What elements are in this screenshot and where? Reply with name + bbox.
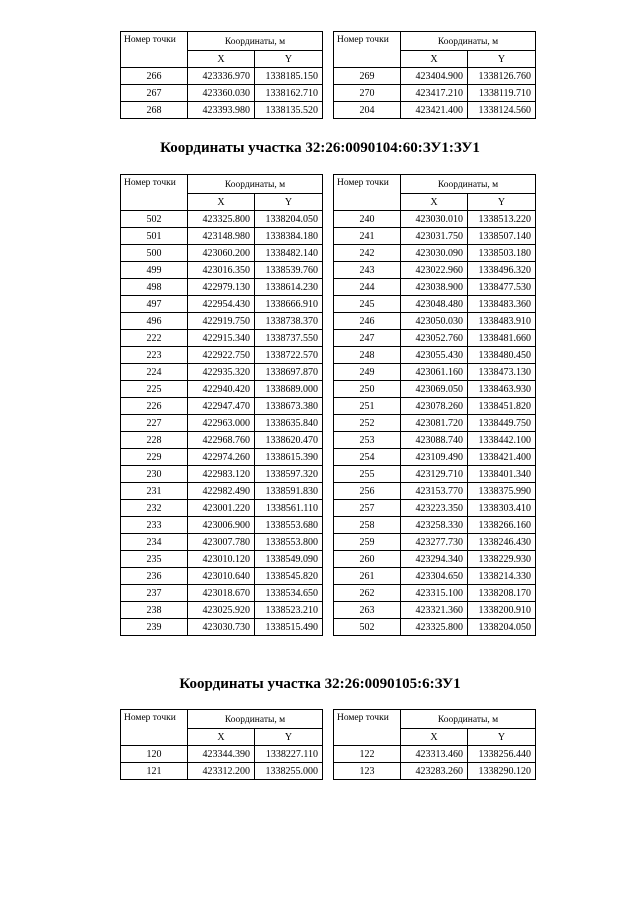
table-row: [333, 262, 535, 279]
table-row: [333, 381, 535, 398]
x-coordinate-cell: 423010.640: [188, 568, 255, 585]
y-coordinate-cell: 1338473.130: [467, 364, 535, 381]
x-coordinate-cell: 422979.130: [188, 279, 255, 296]
point-number-cell: 248: [333, 347, 400, 364]
y-coordinate-cell: 1338496.320: [467, 262, 535, 279]
table-row: [333, 313, 535, 330]
point-number-cell: 240: [333, 211, 400, 228]
point-number-cell: 255: [333, 466, 400, 483]
point-number-cell: 241: [333, 228, 400, 245]
table-row: [121, 381, 323, 398]
x-coordinate-cell: 422954.430: [188, 296, 255, 313]
y-coordinate-cell: 1338204.050: [255, 211, 323, 228]
y-coordinate-cell: 1338597.320: [255, 466, 323, 483]
x-coordinate-cell: 423052.760: [400, 330, 467, 347]
point-number-cell: 122: [333, 746, 400, 763]
point-number-cell: 222: [121, 330, 188, 347]
table-row: [333, 364, 535, 381]
point-number-cell: 254: [333, 449, 400, 466]
x-coordinate-cell: 423294.340: [400, 551, 467, 568]
table-row: [121, 619, 323, 636]
x-coordinate-cell: 423022.960: [400, 262, 467, 279]
y-header: Y: [255, 729, 323, 746]
x-coordinate-cell: 422947.470: [188, 398, 255, 415]
point-number-cell: 499: [121, 262, 188, 279]
table-row: [333, 245, 535, 262]
point-number-cell: 496: [121, 313, 188, 330]
point-number-cell: 257: [333, 500, 400, 517]
table-pair: [120, 709, 536, 780]
y-coordinate-cell: 1338549.090: [255, 551, 323, 568]
x-coordinate-cell: 423030.090: [400, 245, 467, 262]
x-coordinate-cell: 422935.320: [188, 364, 255, 381]
header-row: [333, 32, 535, 51]
point-number-cell: 120: [121, 746, 188, 763]
coords-table-left: [120, 174, 323, 636]
table-row: [121, 466, 323, 483]
x-coordinate-cell: 423393.980: [188, 102, 255, 119]
table-row: [121, 483, 323, 500]
y-coordinate-cell: 1338204.050: [467, 619, 535, 636]
x-coordinate-cell: 423016.350: [188, 262, 255, 279]
point-number-cell: 204: [333, 102, 400, 119]
y-header: Y: [255, 194, 323, 211]
x-coordinate-cell: 423088.740: [400, 432, 467, 449]
header-row: [333, 710, 535, 729]
coordinates-header: Координаты, м: [400, 710, 535, 729]
x-coordinate-cell: 422940.420: [188, 381, 255, 398]
coordinates-header: Координаты, м: [400, 32, 535, 51]
point-number-cell: 225: [121, 381, 188, 398]
x-header: X: [188, 729, 255, 746]
table-row: [121, 585, 323, 602]
y-coordinate-cell: 1338451.820: [467, 398, 535, 415]
table-row: [121, 102, 323, 119]
y-coordinate-cell: 1338246.430: [467, 534, 535, 551]
y-coordinate-cell: 1338483.360: [467, 296, 535, 313]
x-coordinate-cell: 423055.430: [400, 347, 467, 364]
coords-table-left: [120, 709, 323, 780]
x-coordinate-cell: 423312.200: [188, 763, 255, 780]
x-coordinate-cell: 423283.260: [400, 763, 467, 780]
y-coordinate-cell: 1338482.140: [255, 245, 323, 262]
table-row: [333, 517, 535, 534]
point-number-header: Номер точки: [121, 32, 188, 68]
table-row: [121, 534, 323, 551]
x-coordinate-cell: 423001.220: [188, 500, 255, 517]
y-coordinate-cell: 1338162.710: [255, 85, 323, 102]
y-coordinate-cell: 1338561.110: [255, 500, 323, 517]
table-row: [121, 398, 323, 415]
point-number-cell: 502: [333, 619, 400, 636]
point-number-cell: 501: [121, 228, 188, 245]
table-row: [333, 211, 535, 228]
y-coordinate-cell: 1338507.140: [467, 228, 535, 245]
x-header: X: [188, 194, 255, 211]
x-coordinate-cell: 422963.000: [188, 415, 255, 432]
y-coordinate-cell: 1338214.330: [467, 568, 535, 585]
table-row: [333, 415, 535, 432]
x-coordinate-cell: 422919.750: [188, 313, 255, 330]
table-row: [121, 330, 323, 347]
x-header: X: [400, 194, 467, 211]
y-coordinate-cell: 1338553.800: [255, 534, 323, 551]
point-number-header: Номер точки: [333, 175, 400, 211]
table-row: [121, 551, 323, 568]
y-coordinate-cell: 1338591.830: [255, 483, 323, 500]
x-coordinate-cell: 423031.750: [400, 228, 467, 245]
y-coordinate-cell: 1338124.560: [467, 102, 535, 119]
x-coordinate-cell: 423336.970: [188, 68, 255, 85]
point-number-cell: 258: [333, 517, 400, 534]
x-coordinate-cell: 423148.980: [188, 228, 255, 245]
table-row: [333, 85, 535, 102]
y-coordinate-cell: 1338737.550: [255, 330, 323, 347]
point-number-cell: 498: [121, 279, 188, 296]
x-coordinate-cell: 422974.260: [188, 449, 255, 466]
y-coordinate-cell: 1338208.170: [467, 585, 535, 602]
point-number-header: Номер точки: [333, 32, 400, 68]
point-number-cell: 268: [121, 102, 188, 119]
table-row: [333, 534, 535, 551]
x-coordinate-cell: 423038.900: [400, 279, 467, 296]
coordinates-header: Координаты, м: [188, 32, 323, 51]
point-number-header: Номер точки: [121, 710, 188, 746]
y-coordinate-cell: 1338375.990: [467, 483, 535, 500]
table-row: [121, 500, 323, 517]
y-coordinate-cell: 1338229.930: [467, 551, 535, 568]
table-row: [121, 415, 323, 432]
y-coordinate-cell: 1338256.440: [467, 746, 535, 763]
point-number-cell: 502: [121, 211, 188, 228]
x-coordinate-cell: 423277.730: [400, 534, 467, 551]
x-header: X: [188, 51, 255, 68]
header-row: [121, 32, 323, 51]
table-pair: [120, 31, 536, 119]
point-number-cell: 259: [333, 534, 400, 551]
table-row: [121, 432, 323, 449]
x-coordinate-cell: 423010.120: [188, 551, 255, 568]
y-header: Y: [467, 729, 535, 746]
table-row: [333, 483, 535, 500]
table-row: [333, 500, 535, 517]
table-row: [121, 347, 323, 364]
point-number-cell: 263: [333, 602, 400, 619]
coords-table-right: [333, 174, 536, 636]
y-coordinate-cell: 1338135.520: [255, 102, 323, 119]
point-number-cell: 227: [121, 415, 188, 432]
point-number-cell: 256: [333, 483, 400, 500]
y-coordinate-cell: 1338539.760: [255, 262, 323, 279]
y-coordinate-cell: 1338481.660: [467, 330, 535, 347]
table-row: [333, 763, 535, 780]
x-coordinate-cell: 423325.800: [188, 211, 255, 228]
point-number-cell: 261: [333, 568, 400, 585]
point-number-cell: 251: [333, 398, 400, 415]
point-number-cell: 236: [121, 568, 188, 585]
point-number-cell: 230: [121, 466, 188, 483]
y-coordinate-cell: 1338515.490: [255, 619, 323, 636]
y-coordinate-cell: 1338673.380: [255, 398, 323, 415]
y-coordinate-cell: 1338689.000: [255, 381, 323, 398]
table-row: [333, 330, 535, 347]
x-coordinate-cell: 423344.390: [188, 746, 255, 763]
point-number-cell: 233: [121, 517, 188, 534]
table-row: [333, 296, 535, 313]
point-number-cell: 237: [121, 585, 188, 602]
table-row: [333, 746, 535, 763]
x-coordinate-cell: 423404.900: [400, 68, 467, 85]
table-pair: [120, 174, 536, 636]
table-row: [121, 364, 323, 381]
point-number-cell: 243: [333, 262, 400, 279]
x-coordinate-cell: 423030.730: [188, 619, 255, 636]
point-number-cell: 252: [333, 415, 400, 432]
x-coordinate-cell: 423313.460: [400, 746, 467, 763]
point-number-cell: 223: [121, 347, 188, 364]
table-row: [333, 68, 535, 85]
x-coordinate-cell: 423048.480: [400, 296, 467, 313]
table-row: [333, 102, 535, 119]
table-row: [333, 585, 535, 602]
table-row: [333, 228, 535, 245]
y-coordinate-cell: 1338635.840: [255, 415, 323, 432]
y-coordinate-cell: 1338523.210: [255, 602, 323, 619]
x-coordinate-cell: 422982.490: [188, 483, 255, 500]
y-coordinate-cell: 1338615.390: [255, 449, 323, 466]
y-coordinate-cell: 1338534.650: [255, 585, 323, 602]
x-coordinate-cell: 423060.200: [188, 245, 255, 262]
x-coordinate-cell: 422922.750: [188, 347, 255, 364]
y-coordinate-cell: 1338553.680: [255, 517, 323, 534]
x-header: X: [400, 51, 467, 68]
coordinates-header: Координаты, м: [188, 175, 323, 194]
header-row: [121, 175, 323, 194]
point-number-cell: 260: [333, 551, 400, 568]
y-coordinate-cell: 1338185.150: [255, 68, 323, 85]
x-coordinate-cell: 423078.260: [400, 398, 467, 415]
point-number-header: Номер точки: [333, 710, 400, 746]
coords-table-right: [333, 31, 536, 119]
x-coordinate-cell: 423018.670: [188, 585, 255, 602]
table-row: [333, 466, 535, 483]
table-row: [121, 763, 323, 780]
coords-table-left: [120, 31, 323, 119]
table-row: [121, 602, 323, 619]
y-coordinate-cell: 1338126.760: [467, 68, 535, 85]
y-coordinate-cell: 1338503.180: [467, 245, 535, 262]
y-coordinate-cell: 1338303.410: [467, 500, 535, 517]
y-coordinate-cell: 1338545.820: [255, 568, 323, 585]
table-row: [121, 68, 323, 85]
y-coordinate-cell: 1338614.230: [255, 279, 323, 296]
x-coordinate-cell: 423050.030: [400, 313, 467, 330]
x-coordinate-cell: 423304.650: [400, 568, 467, 585]
table-row: [333, 279, 535, 296]
table-row: [121, 262, 323, 279]
x-coordinate-cell: 423069.050: [400, 381, 467, 398]
section-3-title: Координаты участка 32:26:0090105:6:ЗУ1: [179, 676, 461, 692]
y-coordinate-cell: 1338442.100: [467, 432, 535, 449]
x-coordinate-cell: 423360.030: [188, 85, 255, 102]
point-number-cell: 231: [121, 483, 188, 500]
x-coordinate-cell: 423025.920: [188, 602, 255, 619]
y-coordinate-cell: 1338200.910: [467, 602, 535, 619]
y-coordinate-cell: 1338480.450: [467, 347, 535, 364]
point-number-header: Номер точки: [121, 175, 188, 211]
point-number-cell: 224: [121, 364, 188, 381]
y-coordinate-cell: 1338477.530: [467, 279, 535, 296]
y-coordinate-cell: 1338401.340: [467, 466, 535, 483]
x-coordinate-cell: 423030.010: [400, 211, 467, 228]
x-coordinate-cell: 423325.800: [400, 619, 467, 636]
table-row: [333, 568, 535, 585]
table-row: [333, 619, 535, 636]
y-header: Y: [467, 194, 535, 211]
section-2-title: Координаты участка 32:26:0090104:60:ЗУ1:ЗУ1: [160, 140, 480, 156]
table-row: [333, 347, 535, 364]
coords-table-right: [333, 709, 536, 780]
x-coordinate-cell: 422983.120: [188, 466, 255, 483]
x-coordinate-cell: 423006.900: [188, 517, 255, 534]
x-coordinate-cell: 423129.710: [400, 466, 467, 483]
point-number-cell: 253: [333, 432, 400, 449]
y-header: Y: [255, 51, 323, 68]
point-number-cell: 226: [121, 398, 188, 415]
point-number-cell: 262: [333, 585, 400, 602]
y-coordinate-cell: 1338513.220: [467, 211, 535, 228]
y-coordinate-cell: 1338119.710: [467, 85, 535, 102]
point-number-cell: 232: [121, 500, 188, 517]
y-coordinate-cell: 1338266.160: [467, 517, 535, 534]
y-coordinate-cell: 1338483.910: [467, 313, 535, 330]
point-number-cell: 239: [121, 619, 188, 636]
table-row: [333, 432, 535, 449]
table-row: [121, 228, 323, 245]
x-coordinate-cell: 423321.360: [400, 602, 467, 619]
y-coordinate-cell: 1338738.370: [255, 313, 323, 330]
table-row: [121, 85, 323, 102]
table-row: [121, 296, 323, 313]
table-row: [121, 279, 323, 296]
header-row: [333, 175, 535, 194]
y-coordinate-cell: 1338697.870: [255, 364, 323, 381]
point-number-cell: 246: [333, 313, 400, 330]
table-row: [121, 517, 323, 534]
coordinates-header: Координаты, м: [188, 710, 323, 729]
x-header: X: [400, 729, 467, 746]
point-number-cell: 234: [121, 534, 188, 551]
header-row: [121, 710, 323, 729]
y-coordinate-cell: 1338255.000: [255, 763, 323, 780]
point-number-cell: 229: [121, 449, 188, 466]
table-row: [333, 449, 535, 466]
point-number-cell: 244: [333, 279, 400, 296]
table-row: [333, 602, 535, 619]
x-coordinate-cell: 423007.780: [188, 534, 255, 551]
y-coordinate-cell: 1338384.180: [255, 228, 323, 245]
point-number-cell: 247: [333, 330, 400, 347]
point-number-cell: 121: [121, 763, 188, 780]
point-number-cell: 497: [121, 296, 188, 313]
point-number-cell: 270: [333, 85, 400, 102]
table-row: [121, 313, 323, 330]
x-coordinate-cell: 423081.720: [400, 415, 467, 432]
y-coordinate-cell: 1338620.470: [255, 432, 323, 449]
y-coordinate-cell: 1338421.400: [467, 449, 535, 466]
x-coordinate-cell: 423315.100: [400, 585, 467, 602]
y-coordinate-cell: 1338463.930: [467, 381, 535, 398]
x-coordinate-cell: 423417.210: [400, 85, 467, 102]
x-coordinate-cell: 422968.760: [188, 432, 255, 449]
x-coordinate-cell: 423421.400: [400, 102, 467, 119]
y-coordinate-cell: 1338290.120: [467, 763, 535, 780]
point-number-cell: 238: [121, 602, 188, 619]
coordinates-header: Координаты, м: [400, 175, 535, 194]
point-number-cell: 235: [121, 551, 188, 568]
x-coordinate-cell: 423109.490: [400, 449, 467, 466]
section-3-tables: [120, 709, 536, 780]
y-header: Y: [467, 51, 535, 68]
point-number-cell: 249: [333, 364, 400, 381]
point-number-cell: 123: [333, 763, 400, 780]
x-coordinate-cell: 423153.770: [400, 483, 467, 500]
x-coordinate-cell: 423223.350: [400, 500, 467, 517]
y-coordinate-cell: 1338722.570: [255, 347, 323, 364]
y-coordinate-cell: 1338227.110: [255, 746, 323, 763]
point-number-cell: 269: [333, 68, 400, 85]
section-2-tables: [120, 174, 536, 636]
table-row: [121, 245, 323, 262]
table-row: [333, 551, 535, 568]
table-row: [121, 449, 323, 466]
table-row: [121, 211, 323, 228]
point-number-cell: 250: [333, 381, 400, 398]
table-row: [121, 746, 323, 763]
point-number-cell: 245: [333, 296, 400, 313]
section-1-tables: [120, 31, 536, 119]
table-row: [333, 398, 535, 415]
y-coordinate-cell: 1338666.910: [255, 296, 323, 313]
point-number-cell: 266: [121, 68, 188, 85]
table-row: [121, 568, 323, 585]
point-number-cell: 267: [121, 85, 188, 102]
x-coordinate-cell: 423061.160: [400, 364, 467, 381]
point-number-cell: 242: [333, 245, 400, 262]
point-number-cell: 500: [121, 245, 188, 262]
point-number-cell: 228: [121, 432, 188, 449]
x-coordinate-cell: 423258.330: [400, 517, 467, 534]
y-coordinate-cell: 1338449.750: [467, 415, 535, 432]
x-coordinate-cell: 422915.340: [188, 330, 255, 347]
